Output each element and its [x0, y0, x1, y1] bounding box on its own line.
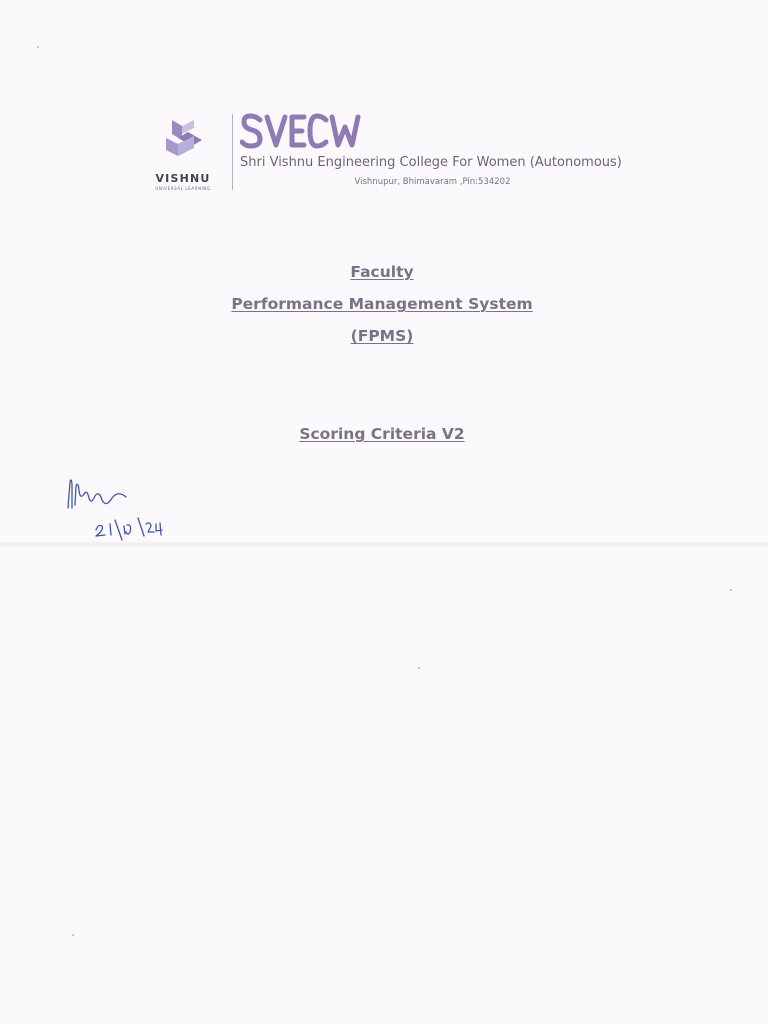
title-line-1: Faculty	[350, 263, 414, 281]
logo-tagline: UNIVERSAL LEARNING	[155, 186, 211, 191]
scan-speck	[37, 46, 39, 48]
header-divider	[232, 114, 233, 190]
scan-speck	[418, 667, 420, 669]
vishnu-logo	[148, 118, 218, 191]
handwritten-signature	[60, 472, 176, 542]
title-line-2: Performance Management System	[231, 295, 533, 313]
logo-name: VISHNU	[155, 172, 211, 185]
vishnu-emblem-icon	[158, 118, 208, 162]
title-line-3: (FPMS)	[350, 327, 414, 345]
college-header	[148, 110, 628, 192]
document-subtitle: Scoring Criteria V2	[299, 425, 465, 443]
document-title	[180, 262, 584, 346]
scan-speck	[730, 589, 732, 591]
scan-speck	[72, 934, 74, 936]
signature-scribble-icon	[60, 472, 176, 542]
college-address: Vishnupur, Bhimavaram ,Pin:534202	[354, 177, 511, 187]
college-name: Shri Vishnu Engineering College For Women (Autonomous)	[240, 155, 622, 170]
svecw-wordmark-logo	[240, 112, 370, 152]
